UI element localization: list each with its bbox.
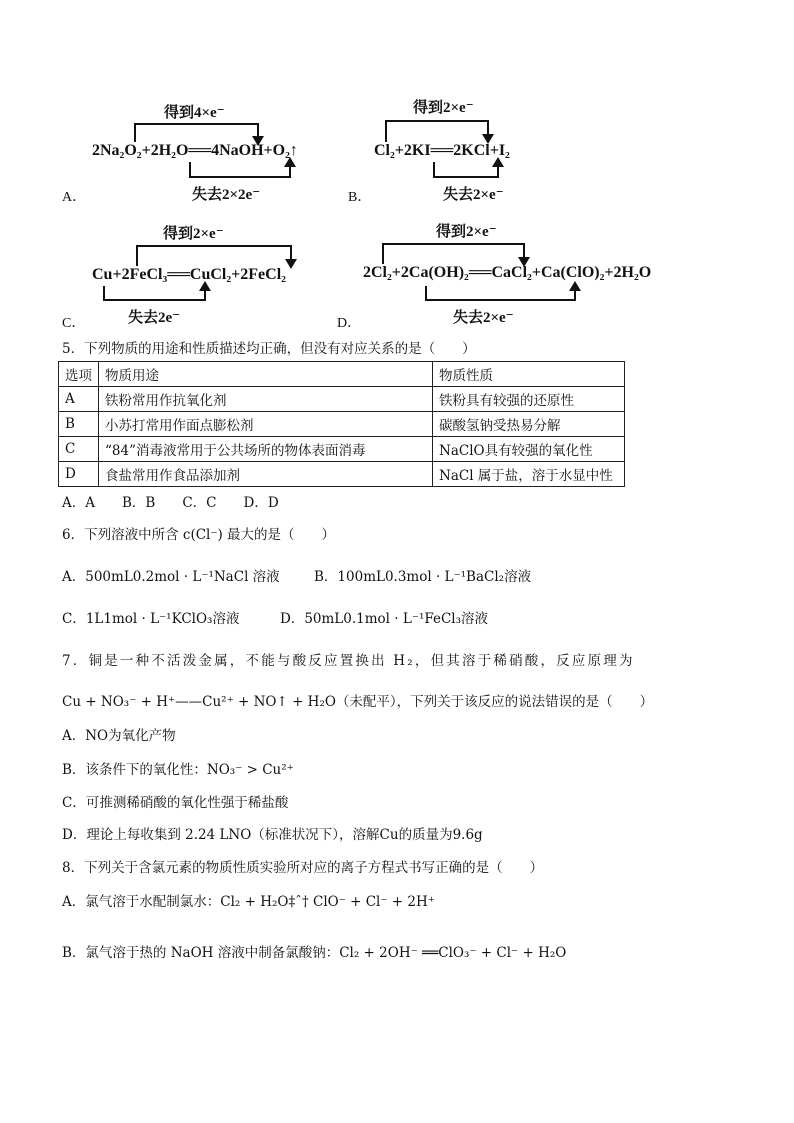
q7-stem-line2: Cu + NO₃⁻ + H⁺——Cu²⁺ + NO↑ + H₂O（未配平），下列关于该反应的说法错误的是（ ）	[62, 694, 654, 710]
table-cell: 碳酸氢钠受热易分解	[433, 412, 625, 437]
q7-option-a: A．NO为氧化产物	[62, 728, 176, 744]
q8-option-b: B．氯气溶于热的 NaOH 溶液中制备氯酸钠：Cl₂ + 2OH⁻ ══ClO₃⁻ + Cl⁻ + H₂O	[62, 945, 567, 961]
table-cell: C	[59, 437, 99, 462]
option-c-equation: Cu+2FeCl₃══CuCl₂+2FeCl₂	[92, 266, 286, 283]
table-cell: 铁粉常用作抗氧化剂	[99, 387, 433, 412]
q5-options: A．A B．B C．C D．D	[62, 495, 279, 511]
q8-option-a: A．氯气溶于水配制氯水：Cl₂ + H₂O‡ˆ† ClO⁻ + Cl⁻ + 2H⁺	[62, 894, 435, 910]
table-cell: “84”消毒液常用于公共场所的物体表面消毒	[99, 437, 433, 462]
electron-transfer-arrows	[0, 0, 794, 340]
q7-option-b: B．该条件下的氧化性：NO₃⁻ > Cu²⁺	[62, 762, 294, 778]
table-cell: 食盐常用作食品添加剂	[99, 462, 433, 487]
q6-option-c: C．1L1mol · L⁻¹KClO₃溶液	[62, 611, 240, 627]
table-cell: 铁粉具有较强的还原性	[433, 387, 625, 412]
q6-option-a: A．500mL0.2mol · L⁻¹NaCl 溶液	[62, 569, 280, 585]
option-d-letter: D．	[337, 316, 362, 331]
q7-stem-line1: 7．铜是一种不活泼金属，不能与酸反应置换出 H₂，但其溶于稀硝酸，反应原理为	[62, 653, 635, 669]
table-header-cell: 物质性质	[433, 362, 625, 387]
table-cell: NaClO具有较强的氧化性	[433, 437, 625, 462]
option-b-equation: Cl₂+2KI══2KCl+I₂	[374, 142, 510, 159]
option-d-equation: 2Cl₂+2Ca(OH)₂══CaCl₂+Ca(ClO)₂+2H₂O	[363, 264, 652, 281]
table-header-cell: 物质用途	[99, 362, 433, 387]
option-d-lose-label: 失去2×e⁻	[453, 310, 514, 326]
q5-table	[58, 361, 625, 487]
q7-option-d: D．理论上每收集到 2.24 LNO（标准状况下），溶解Cu的质量为9.6g	[62, 827, 483, 843]
option-c-letter: C．	[62, 316, 86, 331]
table-header-row	[59, 362, 625, 387]
option-a-letter: A．	[62, 190, 87, 205]
table-row	[59, 412, 625, 437]
table-row	[59, 387, 625, 412]
option-b-letter: B．	[348, 190, 372, 205]
q6-option-d: D．50mL0.1mol · L⁻¹FeCl₃溶液	[280, 611, 489, 627]
q6-stem: 6．下列溶液中所含 c(Cl⁻) 最大的是（ ）	[62, 527, 336, 543]
table-cell: NaCl 属于盐，溶于水显中性	[433, 462, 625, 487]
table-cell: B	[59, 412, 99, 437]
option-a-equation: 2Na₂O₂+2H₂O══4NaOH+O₂↑	[92, 142, 298, 159]
option-a-gain-label: 得到4×e⁻	[164, 105, 225, 121]
q8-stem: 8．下列关于含氯元素的物质性质实验所对应的离子方程式书写正确的是（ ）	[62, 860, 544, 876]
option-b-lose-label: 失去2×e⁻	[443, 187, 504, 203]
table-cell: D	[59, 462, 99, 487]
table-cell: A	[59, 387, 99, 412]
option-b-gain-label: 得到2×e⁻	[413, 100, 474, 116]
table-cell: 小苏打常用作面点膨松剂	[99, 412, 433, 437]
table-header-cell: 选项	[59, 362, 99, 387]
option-d-gain-label: 得到2×e⁻	[436, 224, 497, 240]
q7-option-c: C．可推测稀硝酸的氧化性强于稀盐酸	[62, 795, 289, 811]
table-row	[59, 462, 625, 487]
option-c-lose-label: 失去2e⁻	[128, 310, 181, 326]
option-c-gain-label: 得到2×e⁻	[163, 226, 224, 242]
table-row	[59, 437, 625, 462]
q5-stem: 5．下列物质的用途和性质描述均正确，但没有对应关系的是（ ）	[62, 341, 476, 357]
q6-option-b: B．100mL0.3mol · L⁻¹BaCl₂溶液	[314, 569, 532, 585]
option-a-lose-label: 失去2×2e⁻	[192, 187, 261, 203]
